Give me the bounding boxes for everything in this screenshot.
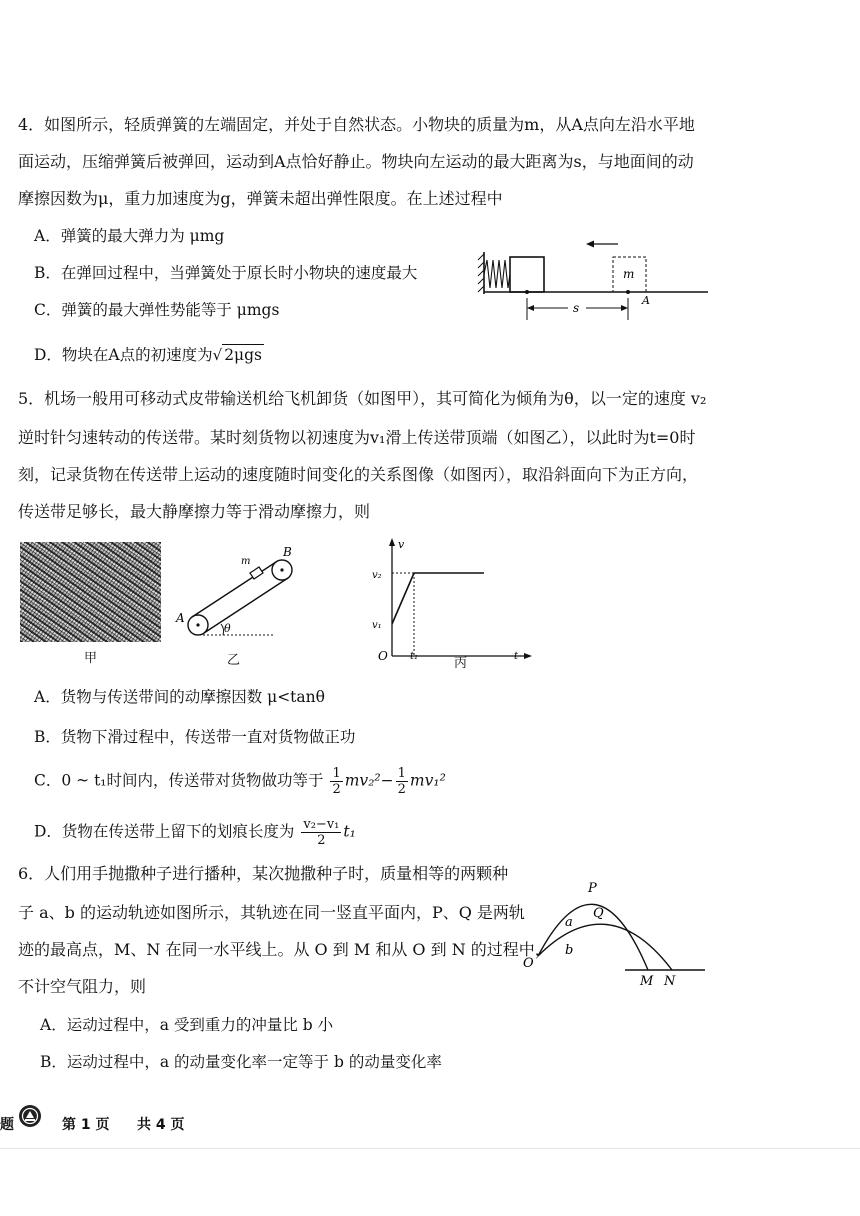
q6-fig-label-o: O (523, 956, 534, 971)
q4-option-d: D．物块在A点的初速度为√ 2μgs (34, 346, 262, 364)
q5-fig-yi-label-a: A (176, 611, 185, 625)
q5-fig-bing-v1: v₁ (372, 620, 382, 631)
school-seal-icon (17, 1103, 43, 1129)
q5-option-c-prefix: C．0 ~ t₁时间内，传送带对货物做功等于 (34, 771, 324, 790)
q6-fig-label-p: P (588, 881, 597, 896)
page-bottom-divider (0, 1148, 860, 1149)
q5-option-c-minus: − (380, 771, 394, 790)
q5-option-d-prefix: D．货物在传送带上留下的划痕长度为 (34, 822, 295, 841)
q4-stem-line3: 摩擦因数为μ，重力加速度为g，弹簧未超出弹性限度。在上述过程中 (18, 189, 503, 208)
q5-fig-bing-t1: t₁ (410, 651, 419, 662)
q4-fig-label-s: s (573, 301, 580, 315)
q5-option-c-half-1: $\frac{1}{2}$ (332, 766, 341, 797)
q4-spring-figure (470, 238, 720, 328)
q6-fig-label-m: M (640, 974, 654, 989)
q5-vt-graph (368, 536, 538, 666)
q4-option-a: A．弹簧的最大弹力为 μmg (34, 227, 225, 245)
q6-option-a: A．运动过程中，a 受到重力的冲量比 b 小 (40, 1016, 334, 1034)
q5-option-d (34, 817, 356, 848)
q5-conveyor-figure (175, 542, 305, 652)
q5-fig-bing-origin: O (378, 649, 388, 663)
q5-option-d-fraction: $\frac{\text{v₂−v₁}}{2}$ (303, 817, 340, 848)
q4-option-d-radicand: 2μgs (224, 346, 262, 364)
q6-trajectory-figure (520, 874, 715, 989)
q6-fig-label-q: Q (593, 906, 604, 921)
q5-option-c (34, 766, 446, 797)
q5-stem-line1: 5．机场一般用可移动式皮带输送机给飞机卸货（如图甲），其可简化为倾角为θ，以一定的速度 v₂ (18, 389, 707, 408)
q5-stem-line3: 刻，记录货物在传送带上运动的速度随时间变化的关系图像（如图丙），取沿斜面向下为正方向， (18, 465, 699, 484)
q5-option-b: B．货物下滑过程中，传送带一直对货物做正功 (34, 728, 356, 746)
q5-fig-yi-label-theta: θ (224, 622, 231, 635)
q4-stem-line1: 4．如图所示，轻质弹簧的左端固定，并处于自然状态。小物块的质量为m，从A点向左沿水平地 (18, 115, 695, 134)
q5-option-d-suffix: t₁ (343, 822, 356, 841)
q5-fig-yi-label-m: m (241, 556, 251, 567)
q6-stem-line3: 迹的最高点，M、N 在同一水平线上。从 O 到 M 和从 O 到 N 的过程中， (18, 940, 551, 959)
q4-option-c: C．弹簧的最大弹性势能等于 μmgs (34, 301, 280, 319)
q5-option-c-term2: mv₁² (409, 771, 446, 790)
q5-fig-yi-caption: 乙 (227, 653, 241, 668)
q4-stem-line2: 面运动，压缩弹簧后被弹回，运动到A点恰好静止。物块向左运动的最大距离为s，与地面间的动 (18, 152, 694, 171)
q4-option-d-prefix: D．物块在A点的初速度为 (34, 346, 213, 364)
q5-fig-bing-t-axis: t (514, 651, 519, 662)
q5-stem-line2: 逆时针匀速转动的传送带。某时刻货物以初速度为v₁滑上传送带顶端（如图乙），以此时为t=0时 (18, 428, 696, 447)
q5-option-a: A．货物与传送带间的动摩擦因数 μ<tanθ (34, 688, 325, 706)
q5-option-c-term1: mv₂² (344, 771, 381, 790)
q6-stem-line1: 6．人们用手抛撒种子进行播种，某次抛撒种子时，质量相等的两颗种 (18, 864, 509, 883)
footer-page-number: 第 1 页 (62, 1117, 110, 1133)
q6-stem-line2: 子 a、b 的运动轨迹如图所示，其轨迹在同一竖直平面内，P、Q 是两轨 (18, 903, 525, 922)
q6-option-b: B．运动过程中，a 的动量变化率一定等于 b 的动量变化率 (40, 1053, 442, 1071)
q6-stem-line4: 不计空气阻力，则 (18, 977, 147, 996)
q5-airport-photo (20, 542, 161, 642)
footer-total-pages: 共 4 页 (137, 1117, 185, 1133)
q5-stem-line4: 传送带足够长，最大静摩擦力等于滑动摩擦力，则 (18, 502, 371, 521)
q6-fig-label-n: N (664, 974, 676, 989)
q5-fig-bing-v2: v₂ (372, 570, 382, 581)
q5-fig-bing-v-axis: v (398, 538, 405, 551)
q5-fig-bing-caption: 丙 (454, 656, 468, 671)
q6-fig-label-a: a (565, 915, 573, 930)
q4-fig-label-m: m (623, 267, 635, 281)
footer-edge-char: 题 (0, 1117, 14, 1133)
q4-fig-label-a: A (642, 294, 650, 307)
q5-option-c-half-2: $\frac{1}{2}$ (397, 766, 406, 797)
q4-option-b: B．在弹回过程中，当弹簧处于原长时小物块的速度最大 (34, 264, 418, 282)
q5-fig-yi-label-b: B (283, 545, 292, 559)
q5-fig-jia-caption: 甲 (84, 651, 98, 666)
q6-fig-label-b: b (565, 943, 574, 958)
